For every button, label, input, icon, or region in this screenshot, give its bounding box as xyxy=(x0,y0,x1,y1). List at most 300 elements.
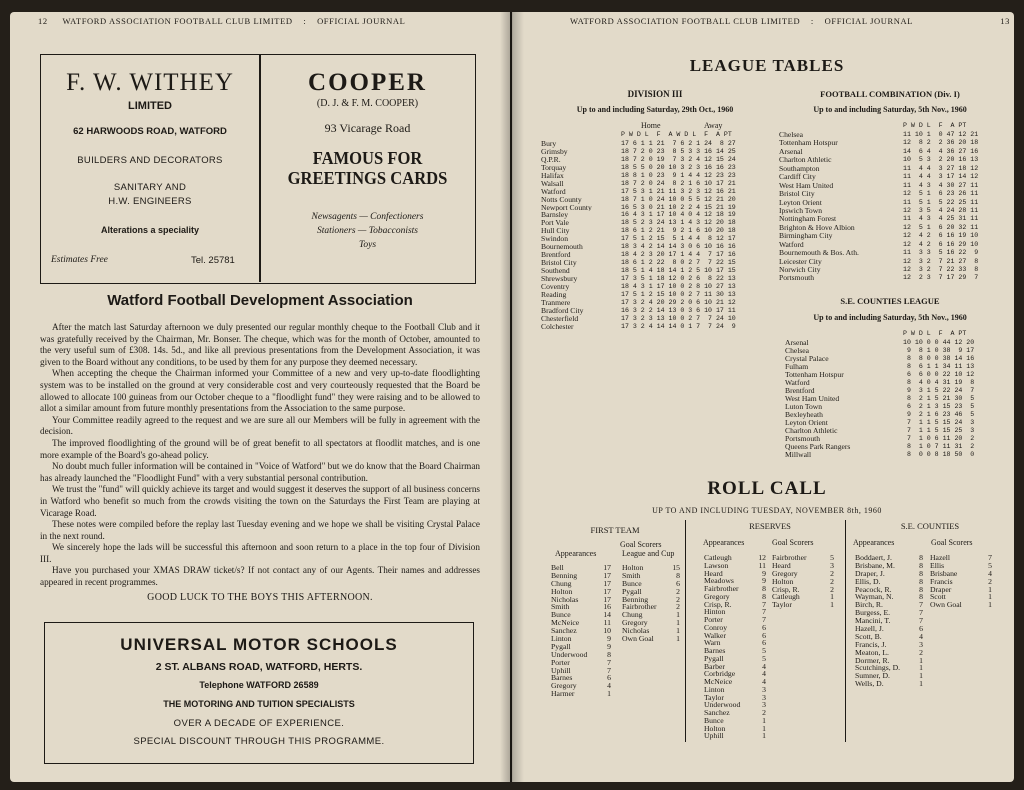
player-count: 1 xyxy=(919,679,923,689)
player-name: Fairbrother xyxy=(704,584,739,593)
player-count: 9 xyxy=(762,568,766,578)
player-name: Heard xyxy=(704,568,723,578)
player-count: 1 xyxy=(919,671,923,681)
roll-call-title: ROLL CALL xyxy=(707,478,827,499)
se-league-row xyxy=(785,339,974,347)
player-name: Sanchez xyxy=(704,708,730,717)
team-name: Coventry xyxy=(541,282,570,291)
player-name: Barnes xyxy=(704,646,726,655)
column-rule xyxy=(685,520,686,742)
reserves-title: RESERVES xyxy=(749,521,791,531)
player-name: Porter xyxy=(551,657,570,667)
player-name: Wayman, N. xyxy=(855,592,894,602)
team-name: Halifax xyxy=(541,171,564,180)
team-name: Portsmouth xyxy=(785,435,821,443)
player-count: 7 xyxy=(607,657,611,667)
player-count: 6 xyxy=(762,638,766,648)
player-count: 5 xyxy=(762,653,766,663)
player-name: Harmer xyxy=(551,689,575,699)
team-name: Bristol City xyxy=(779,190,815,199)
team-name: Tottenham Hotspur xyxy=(779,139,838,148)
combination-row xyxy=(779,148,978,156)
team-stats: 11 4 3 4 30 27 11 xyxy=(903,181,979,189)
se-league-row xyxy=(785,387,974,395)
league-tables-title: LEAGUE TABLES xyxy=(689,56,845,75)
player-count: 7 xyxy=(607,665,611,675)
div3-table xyxy=(541,140,736,331)
div3-row xyxy=(541,259,736,267)
se-league-table xyxy=(785,339,974,459)
team-name: Nottingham Forest xyxy=(779,215,837,224)
div3-row xyxy=(541,172,736,180)
team-stats: 17 3 2 4 14 14 0 1 7 7 24 9 xyxy=(621,322,736,330)
ums-tagline: THE MOTORING AND TUITION SPECIALISTS xyxy=(163,699,355,709)
cooper-line-2 xyxy=(260,226,475,236)
team-stats: 12 8 2 2 36 20 18 xyxy=(903,139,979,147)
player-name: Porter xyxy=(704,615,723,624)
article-body xyxy=(40,322,480,603)
player-name: Barber xyxy=(704,661,725,671)
dash: — xyxy=(359,212,368,222)
player-name: Holton xyxy=(551,586,573,596)
player-count: 8 xyxy=(607,649,611,659)
player-count: 4 xyxy=(919,631,923,641)
player-name: Catleugh xyxy=(704,553,732,562)
player-name: Smith xyxy=(622,570,641,580)
team-name: Walsall xyxy=(541,179,564,188)
player-name: Linton xyxy=(704,684,725,694)
se-appearances-head: Appearances xyxy=(853,538,895,547)
div3-row xyxy=(541,299,736,307)
article-paragraph: Your Committee readily agreed to the request and we are sure all our Members will be fully in agreement with the decision. xyxy=(40,414,480,437)
team-stats: 7 1 0 6 11 20 2 xyxy=(903,435,975,442)
se-league-row xyxy=(785,443,974,451)
article-paragraph: No doubt much fuller information will be contained in "Voice of Watford" but we do know that the Board Chairman has already launched the "Floodlight Fund" with a very substantial personal contribution. xyxy=(40,461,480,483)
player-name: Burgess, E. xyxy=(855,608,891,618)
player-name: Own Goal xyxy=(930,600,962,610)
team-stats: 9 8 1 0 38 9 17 xyxy=(903,347,975,354)
team-stats: 8 0 0 8 18 50 0 xyxy=(903,451,975,458)
team-stats: 8 4 0 4 31 19 8 xyxy=(903,379,975,386)
team-stats: 17 5 1 2 15 10 0 2 7 11 30 13 xyxy=(621,290,736,298)
team-name: Chelsea xyxy=(785,347,810,355)
se-league-row xyxy=(785,355,974,363)
player-name: Peacock, R. xyxy=(855,584,892,594)
team-stats: 12 3 5 4 24 28 11 xyxy=(903,206,979,214)
team-stats: 17 3 2 3 13 10 0 2 7 7 24 10 xyxy=(621,314,736,322)
se-league-row xyxy=(785,379,974,387)
combination-row xyxy=(779,190,978,198)
div3-row xyxy=(541,251,736,259)
player-count: 8 xyxy=(919,560,923,570)
team-name: Watford xyxy=(541,187,566,196)
first-team-scorers-head-1: Goal Scorers xyxy=(620,540,662,549)
combination-row xyxy=(779,274,978,282)
se-league-row xyxy=(785,403,974,411)
article-title: Watford Football Development Association xyxy=(107,292,413,309)
team-name: Millwall xyxy=(785,451,812,459)
div3-row xyxy=(541,243,736,251)
div3-row xyxy=(541,235,736,243)
player-count: 8 xyxy=(919,576,923,586)
div3-row xyxy=(541,323,736,331)
player-name: Hazell, J. xyxy=(855,624,884,634)
team-stats: 18 5 5 0 20 10 3 2 3 16 16 23 xyxy=(621,163,736,171)
player-count: 8 xyxy=(919,592,923,602)
player-count: 8 xyxy=(919,568,923,578)
player-name: Draper, J. xyxy=(855,568,885,578)
div3-row xyxy=(541,148,736,156)
club-title: WATFORD ASSOCIATION FOOTBALL CLUB LIMITED xyxy=(62,16,293,26)
player-count: 2 xyxy=(988,576,992,586)
player-count: 6 xyxy=(676,578,680,588)
player-name: Chung xyxy=(551,578,572,588)
div3-title: DIVISION III xyxy=(627,89,683,99)
appearance-row xyxy=(704,732,766,740)
player-count: 17 xyxy=(603,570,611,580)
team-name: Crystal Palace xyxy=(785,355,829,363)
separator: : xyxy=(810,16,814,26)
dash: — xyxy=(357,226,367,236)
team-stats: 7 1 1 5 15 24 3 xyxy=(903,419,975,426)
se-league-row xyxy=(785,427,974,435)
team-name: Tottenham Hotspur xyxy=(785,371,844,379)
cooper-address: 93 Vicarage Road xyxy=(324,121,411,135)
player-name: Sanchez xyxy=(551,626,577,636)
combination-row xyxy=(779,139,978,147)
advert-box-motor-schools xyxy=(44,622,474,764)
player-name: McNeice xyxy=(704,677,733,686)
team-name: Brighton & Hove Albion xyxy=(779,223,855,232)
player-count: 8 xyxy=(762,584,766,593)
player-name: Fairbrother xyxy=(622,602,657,612)
player-name: Scott xyxy=(930,592,946,602)
team-name: Charlton Athletic xyxy=(785,427,838,435)
appearance-row xyxy=(551,690,611,698)
player-name: Pygall xyxy=(622,586,642,596)
player-name: Walker xyxy=(704,630,727,640)
team-stats: 11 3 3 5 16 22 9 xyxy=(903,249,979,257)
combination-row xyxy=(779,131,978,139)
div3-row xyxy=(541,180,736,188)
reserves-appearances-head: Appearances xyxy=(703,538,745,547)
withey-name: F. W. WITHEY xyxy=(66,69,234,96)
player-count: 1 xyxy=(988,584,992,594)
player-name: Bunce xyxy=(551,610,571,620)
player-name: Underwood xyxy=(551,649,588,659)
player-count: 7 xyxy=(988,553,992,562)
div3-row xyxy=(541,204,736,212)
se-league-row xyxy=(785,419,974,427)
player-count: 8 xyxy=(676,570,680,580)
player-count: 2 xyxy=(830,576,834,586)
player-count: 11 xyxy=(603,618,611,628)
cooper-toys: Toys xyxy=(358,240,377,250)
article-closing: GOOD LUCK TO THE BOYS THIS AFTERNOON. xyxy=(147,591,373,603)
player-name: Mancini, T. xyxy=(855,616,891,626)
player-count: 5 xyxy=(762,646,766,655)
player-name: Gregory xyxy=(622,618,648,628)
team-name: Fulham xyxy=(785,363,809,371)
player-count: 14 xyxy=(603,610,611,620)
player-count: 1 xyxy=(830,600,834,610)
player-count: 1 xyxy=(988,600,992,610)
player-name: Ellis xyxy=(930,560,945,570)
se-scorers-head: Goal Scorers xyxy=(931,538,973,547)
newsagents-label: Newsagents xyxy=(311,212,357,222)
team-stats: 18 6 1 2 22 8 0 2 7 7 22 15 xyxy=(621,259,736,267)
team-stats: 11 5 1 5 22 25 11 xyxy=(903,198,979,206)
combination-row xyxy=(779,249,978,257)
player-count: 1 xyxy=(762,715,766,725)
player-count: 1 xyxy=(988,592,992,602)
combination-row xyxy=(779,232,978,240)
journal-title: OFFICIAL JOURNAL xyxy=(317,16,406,26)
team-name: Southend xyxy=(541,267,570,275)
team-name: Tranmere xyxy=(541,298,571,307)
player-name: Barnes xyxy=(551,673,573,683)
player-name: Bell xyxy=(551,563,564,572)
se-league-row xyxy=(785,371,974,379)
player-name: Holton xyxy=(772,576,794,586)
se-league-row xyxy=(785,363,974,371)
team-name: Bristol City xyxy=(541,259,577,267)
team-name: Luton Town xyxy=(785,403,823,411)
player-count: 1 xyxy=(830,592,834,602)
player-count: 7 xyxy=(919,608,923,618)
player-count: 4 xyxy=(762,669,766,679)
player-count: 17 xyxy=(603,586,611,596)
team-stats: 8 1 0 7 11 31 2 xyxy=(903,443,975,450)
player-count: 7 xyxy=(762,599,766,609)
player-name: Ellis, D. xyxy=(855,576,881,586)
player-count: 9 xyxy=(762,576,766,586)
team-stats: 7 1 1 5 15 25 3 xyxy=(903,427,975,434)
player-name: Lawson xyxy=(704,560,729,570)
cooper-slogan-1: FAMOUS FOR xyxy=(312,148,423,168)
page-number: 12 xyxy=(38,16,48,26)
first-team-appearances-list xyxy=(551,564,611,698)
team-name: Colchester xyxy=(541,322,574,331)
combination-row xyxy=(779,165,978,173)
player-count: 8 xyxy=(919,553,923,562)
team-stats: 17 3 2 4 20 29 2 0 6 10 21 12 xyxy=(621,298,736,306)
player-count: 2 xyxy=(676,594,680,604)
article-paragraph: We trust the "fund" will quickly achieve its target and would suggest it deserves the support of all business concerns in Watford who benefit so much from the crowds visiting the town on the Saturdays the First Team are playing at Vicarage Road. xyxy=(40,484,480,518)
div3-row xyxy=(541,196,736,204)
team-name: Leicester City xyxy=(779,257,822,266)
player-count: 3 xyxy=(762,700,766,710)
article-paragraph: We sincerely hope the lads will be successful this afternoon and soon return to a place in the top four of Division III. xyxy=(40,542,480,564)
div3-away-label: Away xyxy=(704,121,723,130)
player-count: 11 xyxy=(758,560,766,570)
withey-trade-builders: BUILDERS AND DECORATORS xyxy=(77,155,223,166)
combination-row xyxy=(779,182,978,190)
journal-title: OFFICIAL JOURNAL xyxy=(824,16,914,26)
player-count: 4 xyxy=(607,681,611,691)
player-name: Chung xyxy=(622,610,643,620)
team-name: Queens Park Rangers xyxy=(785,443,851,451)
player-count: 7 xyxy=(919,600,923,610)
player-count: 10 xyxy=(603,626,611,636)
player-count: 1 xyxy=(676,634,680,644)
team-name: Portsmouth xyxy=(779,274,815,283)
team-stats: 16 4 3 1 17 10 4 0 4 12 18 19 xyxy=(621,211,736,219)
article-paragraph: Have you purchased your XMAS DRAW ticket/s? If not contact any of our Agents. Their names and addresses appeared in recent programmes. xyxy=(40,565,480,588)
first-team-scorers-head-2: League and Cup xyxy=(622,549,675,558)
se-league-row xyxy=(785,395,974,403)
div3-row xyxy=(541,275,736,283)
player-name: Warn xyxy=(704,638,721,648)
team-stats: 12 3 2 7 21 27 8 xyxy=(903,257,979,265)
team-name: Birmingham City xyxy=(779,232,833,241)
player-name: Brisbane xyxy=(930,568,958,578)
player-name: Pygall xyxy=(704,653,724,663)
player-name: Scutchings, D. xyxy=(855,663,901,673)
ums-name: UNIVERSAL MOTOR SCHOOLS xyxy=(120,635,398,654)
player-count: 2 xyxy=(762,708,766,717)
player-name: Bunce xyxy=(622,578,642,588)
team-stats: 18 4 2 3 20 17 1 4 4 7 17 16 xyxy=(621,251,736,259)
team-name: Chelsea xyxy=(779,131,804,139)
player-count: 9 xyxy=(607,641,611,651)
se-league-row xyxy=(785,347,974,355)
team-name: Bury xyxy=(541,140,557,148)
player-count: 4 xyxy=(988,568,992,578)
cooper-line-1 xyxy=(260,212,475,222)
team-stats: 17 6 1 1 21 7 6 2 1 24 8 27 xyxy=(621,140,736,147)
team-stats: 9 2 1 6 23 46 5 xyxy=(903,411,975,418)
team-name: Port Vale xyxy=(541,219,569,228)
team-stats: 18 3 4 2 14 14 3 0 6 10 16 16 xyxy=(621,243,736,251)
player-count: 16 xyxy=(603,602,611,612)
team-name: Shrewsbury xyxy=(541,274,578,283)
team-name: Ipswich Town xyxy=(779,206,822,215)
player-name: Taylor xyxy=(772,600,792,610)
page-number: 13 xyxy=(1000,16,1010,26)
player-count: 3 xyxy=(762,692,766,702)
player-name: Gregory xyxy=(551,681,577,691)
team-stats: 14 6 4 4 36 27 16 xyxy=(903,147,979,155)
team-stats: 10 10 0 0 44 12 20 xyxy=(903,339,975,346)
player-count: 6 xyxy=(919,624,923,634)
scorer-row xyxy=(772,601,834,609)
combination-row xyxy=(779,199,978,207)
combination-row xyxy=(779,207,978,215)
player-count: 5 xyxy=(988,560,992,570)
team-name: Leyton Orient xyxy=(785,419,828,427)
withey-address: 62 HARWOODS ROAD, WATFORD xyxy=(73,126,227,137)
team-stats: 18 7 2 0 24 8 2 1 6 10 17 21 xyxy=(621,179,736,187)
withey-alterations: Alterations a speciality xyxy=(100,225,200,235)
team-name: Charlton Athletic xyxy=(779,156,832,165)
withey-trade-sanitary: SANITARY AND xyxy=(113,182,187,193)
player-name: McNeice xyxy=(551,618,580,628)
player-count: 17 xyxy=(603,594,611,604)
player-name: Conroy xyxy=(704,622,728,632)
div3-row xyxy=(541,211,736,219)
team-name: Southampton xyxy=(779,164,820,173)
player-name: Fairbrother xyxy=(772,553,807,562)
player-count: 6 xyxy=(607,673,611,683)
article-paragraph: These notes were compiled before the replay last Tuesday evening and we hope we shall be visiting Crystal Palace in the next round. xyxy=(40,519,480,541)
player-name: Francis, J. xyxy=(855,639,887,649)
team-stats: 17 5 3 1 21 11 3 2 3 12 16 21 xyxy=(621,187,736,195)
team-stats: 12 4 2 6 16 29 10 xyxy=(903,240,979,248)
team-stats: 16 5 3 0 21 10 2 2 4 15 21 19 xyxy=(621,203,736,211)
combination-table xyxy=(779,131,978,283)
team-name: Brentford xyxy=(785,387,815,395)
team-name: Brentford xyxy=(541,251,571,260)
player-name: Catleugh xyxy=(772,592,800,602)
team-stats: 11 4 3 4 25 31 11 xyxy=(903,215,979,223)
withey-estimates: Estimates Free xyxy=(51,255,108,265)
team-name: Watford xyxy=(779,240,804,249)
team-stats: 12 4 2 6 16 19 10 xyxy=(903,232,979,240)
team-stats: 18 5 2 3 24 13 1 4 3 12 20 18 xyxy=(621,219,736,227)
player-count: 1 xyxy=(607,689,611,699)
player-count: 1 xyxy=(919,655,923,665)
player-name: Francis xyxy=(930,576,953,586)
team-stats: 18 4 3 1 17 10 0 2 8 10 27 13 xyxy=(621,282,736,290)
team-name: Swindon xyxy=(541,235,569,244)
separator: : xyxy=(303,16,307,26)
player-count: 8 xyxy=(919,584,923,594)
player-count: 2 xyxy=(676,602,680,612)
player-count: 7 xyxy=(762,615,766,624)
player-count: 3 xyxy=(919,639,923,649)
article-paragraph: After the match last Saturday afternoon we duly presented our regular monthly cheque to the Football Club and it was gratefully received by the Chairman, Mr. Bonser. The cheque, which was for the month of October, amounted to the very useful sum of £308. 14s. 5d., and like all previous presentations from the Development Association, it was given to the Board without any conditions, to be used by them for any purpose they deemed necessary. xyxy=(40,322,480,367)
stationers-label: Stationers xyxy=(316,226,356,236)
player-name: Underwood xyxy=(704,700,741,710)
ums-telephone: Telephone WATFORD 26589 xyxy=(199,680,319,690)
div3-row xyxy=(541,188,736,196)
team-stats: 18 5 1 4 18 14 1 2 5 10 17 15 xyxy=(621,267,736,274)
player-name: Linton xyxy=(551,634,572,644)
reserves-scorers-head: Goal Scorers xyxy=(772,538,814,547)
combination-row xyxy=(779,156,978,164)
combination-subtitle: Up to and including Saturday, 5th Nov., 1960 xyxy=(813,105,967,114)
div3-column-headers xyxy=(621,131,732,138)
team-stats: 9 3 1 5 22 24 7 xyxy=(903,387,975,394)
team-stats: 18 7 1 0 24 10 0 5 5 12 21 20 xyxy=(621,195,736,203)
scorer-row xyxy=(930,601,992,609)
div3-row xyxy=(541,307,736,315)
first-team-appearances-head: Appearances xyxy=(555,549,597,558)
left-running-header xyxy=(38,16,488,26)
player-name: Brisbane, M. xyxy=(855,560,895,570)
div3-row xyxy=(541,164,736,172)
combination-title: FOOTBALL COMBINATION (Div. I) xyxy=(820,89,960,99)
combination-row xyxy=(779,173,978,181)
advert-box-withey-cooper xyxy=(40,54,476,284)
withey-limited: LIMITED xyxy=(128,100,172,112)
team-name: Arsenal xyxy=(779,147,803,156)
player-count: 1 xyxy=(676,610,680,620)
withey-trade-engineers: H.W. ENGINEERS xyxy=(108,196,192,207)
player-name: Nicholas xyxy=(622,626,650,636)
player-name: Benning xyxy=(551,570,578,580)
team-stats: 8 6 1 1 34 11 13 xyxy=(903,363,975,370)
first-team-title: FIRST TEAM xyxy=(590,525,640,535)
player-count: 6 xyxy=(762,630,766,640)
player-name: Holton xyxy=(704,723,726,733)
player-count: 2 xyxy=(830,584,834,594)
div3-row xyxy=(541,227,736,235)
div3-row xyxy=(541,315,736,323)
div3-row xyxy=(541,140,736,148)
player-name: Meaton, L. xyxy=(855,647,889,657)
